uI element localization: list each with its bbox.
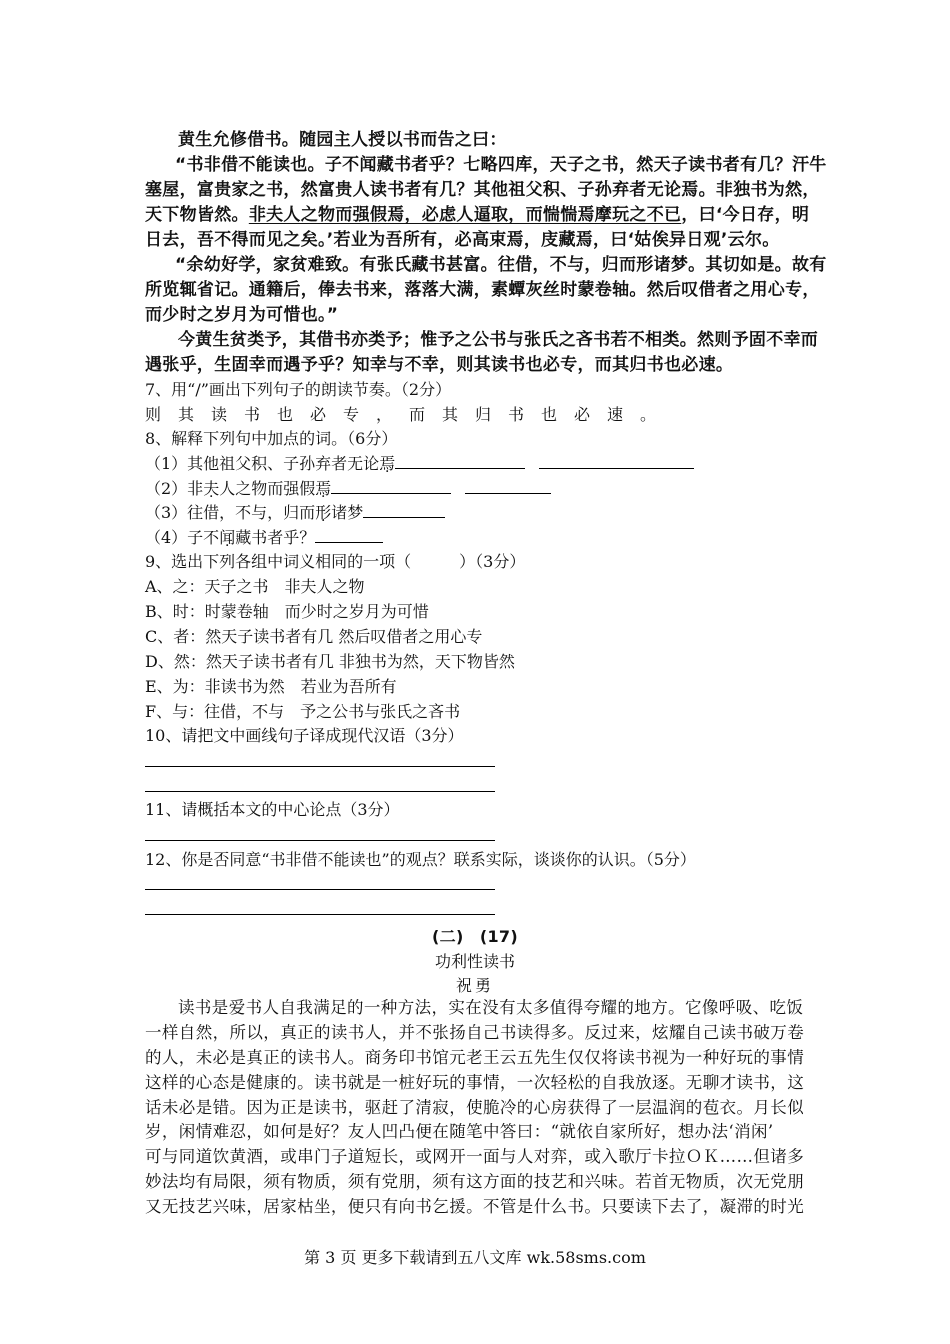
option-d: D、然：然天子读书者有几 非独书为然，天下物皆然 bbox=[145, 652, 515, 671]
passage-line: 黄生允修借书。随园主人授以书而告之曰： bbox=[178, 130, 507, 150]
answer-line[interactable] bbox=[145, 791, 495, 792]
article-line: 可与同道饮黄酒，或串门子道短长，或网开一面与人对弈，或入歌厅卡拉ＯＫ……但诸多 bbox=[145, 1147, 805, 1166]
passage-text: 天下物皆然。 bbox=[145, 205, 249, 225]
article-line: 一样自然，所以，真正的读书人，并不张扬自己书读得多。反过来，炫耀自己读书破万卷 bbox=[145, 1023, 805, 1042]
passage-line: 所览辄省记。通籍后，俸去书来，落落大满，素蟫灰丝时蒙卷轴。然后叹借者之用心专， bbox=[145, 280, 820, 300]
question-12: 12、你是否同意“书非借不能读也”的观点？联系实际，谈谈你的认识。（5分） bbox=[145, 850, 696, 869]
option-c: C、者：然天子读书者有几 然后叹借者之用心专 bbox=[145, 627, 483, 646]
passage-text: ，曰‘今日存，明 bbox=[681, 205, 810, 225]
answer-line[interactable] bbox=[145, 889, 495, 890]
answer-blank[interactable] bbox=[363, 501, 445, 518]
answer-line[interactable] bbox=[145, 914, 495, 915]
passage-line: 而少时之岁月为可惜也。” bbox=[145, 305, 339, 325]
answer-line[interactable] bbox=[145, 840, 495, 841]
article-author: 祝勇 bbox=[455, 976, 494, 995]
section-heading: (二) (17) bbox=[432, 927, 518, 946]
article-line: 读书是爱书人自我满足的一种方法，实在没有太多值得夸耀的地方。它像呼吸、吃饭 bbox=[178, 998, 804, 1017]
article-line: 话未必是错。因为正是读书，驱赶了清寂，使脆冷的心房获得了一层温润的苞衣。月长似 bbox=[145, 1098, 805, 1117]
answer-blank[interactable] bbox=[315, 526, 383, 543]
option-b: B、时：时蒙卷轴 而少时之岁月为可惜 bbox=[145, 602, 429, 621]
question-8-item: （2）非夫人之物而强假焉 bbox=[145, 477, 551, 501]
answer-blank[interactable] bbox=[465, 477, 551, 494]
option-e: E、为：非读书为然 若业为吾所有 bbox=[145, 677, 397, 696]
article-line: 又无技艺兴味，居家枯坐，便只有向书乞援。不管是什么书。只要读下去了，凝滞的时光 bbox=[145, 1197, 805, 1216]
article-line: 的人，未必是真正的读书人。商务印书馆元老王云五先生仅仅将读书视为一种好玩的事情 bbox=[145, 1048, 805, 1067]
passage-line: “余幼好学，家贫难致。有张氏藏书甚富。往借，不与，归而形诸梦。其切如是。故有 bbox=[175, 255, 827, 275]
answer-blank[interactable] bbox=[539, 452, 694, 469]
answer-line[interactable] bbox=[145, 766, 495, 767]
passage-line: 日去，吾不得而见之矣。’若业为吾所有，必高束焉，庋藏焉，曰‘姑俟异日观’云尔。 bbox=[145, 230, 780, 250]
answer-blank[interactable] bbox=[331, 477, 451, 494]
question-7-sentence: 则其读书也必专，而其归书也必速。 bbox=[145, 405, 674, 424]
passage-line: 塞屋，富贵家之书，然富贵人读书者有几？其他祖父积、子孙弃者无论焉。非独书为然， bbox=[145, 180, 820, 200]
question-10: 10、请把文中画线句子译成现代汉语（3分） bbox=[145, 726, 464, 745]
question-8: 8、解释下列句中加点的词。（6分） bbox=[145, 429, 398, 448]
question-8-item: （4）子不闻藏书者乎？ bbox=[145, 526, 383, 550]
article-line: 岁，闲情难忍，如何是好？友人凹凸便在随笔中答曰：“就依自家所好，想办法‘消闲’ bbox=[145, 1122, 774, 1141]
question-9: 9、选出下列各组中词义相同的一项（ ）（3分） bbox=[145, 552, 526, 571]
passage-line: 今黄生贫类予，其借书亦类予；惟予之公书与张氏之吝书若不相类。然则予固不幸而 bbox=[178, 330, 819, 350]
question-7: 7、用“/”画出下列句子的朗读节奏。（2分） bbox=[145, 380, 452, 399]
passage-line: 遇张乎，生固幸而遇予乎？知幸与不幸，则其读书也必专，而其归书也必速。 bbox=[145, 355, 734, 375]
question-8-item: （3）往借，不与，归而形诸梦 bbox=[145, 501, 445, 525]
question-11: 11、请概括本文的中心论点（3分） bbox=[145, 800, 400, 819]
answer-blank[interactable] bbox=[395, 452, 525, 469]
passage-line bbox=[145, 203, 809, 227]
option-a: A、之：天子之书 非夫人之物 bbox=[145, 577, 365, 596]
passage-line: “书非借不能读也。子不闻藏书者乎？七略四库，天子之书，然天子读书者有几？汗牛 bbox=[175, 155, 827, 175]
option-f: F、与：往借，不与 予之公书与张氏之吝书 bbox=[145, 702, 461, 721]
article-title: 功利性读书 bbox=[434, 952, 515, 971]
underlined-sentence: 非夫人之物而强假焉，必虑人逼取，而惴惴焉摩玩之不已 bbox=[248, 205, 682, 225]
article-line: 妙法均有局限，须有物质，须有党朋，须有这方面的技艺和兴味。若首无物质，次无党朋 bbox=[145, 1172, 805, 1191]
page-footer: 第 3 页 更多下载请到五八文库 wk.58sms.com bbox=[304, 1248, 646, 1267]
article-line: 这样的心态是健康的。读书就是一桩好玩的事情，一次轻松的自我放逐。无聊才读书，这 bbox=[145, 1073, 805, 1092]
question-8-item: （1）其他祖父积、子孙弃者无论焉 bbox=[145, 452, 694, 476]
